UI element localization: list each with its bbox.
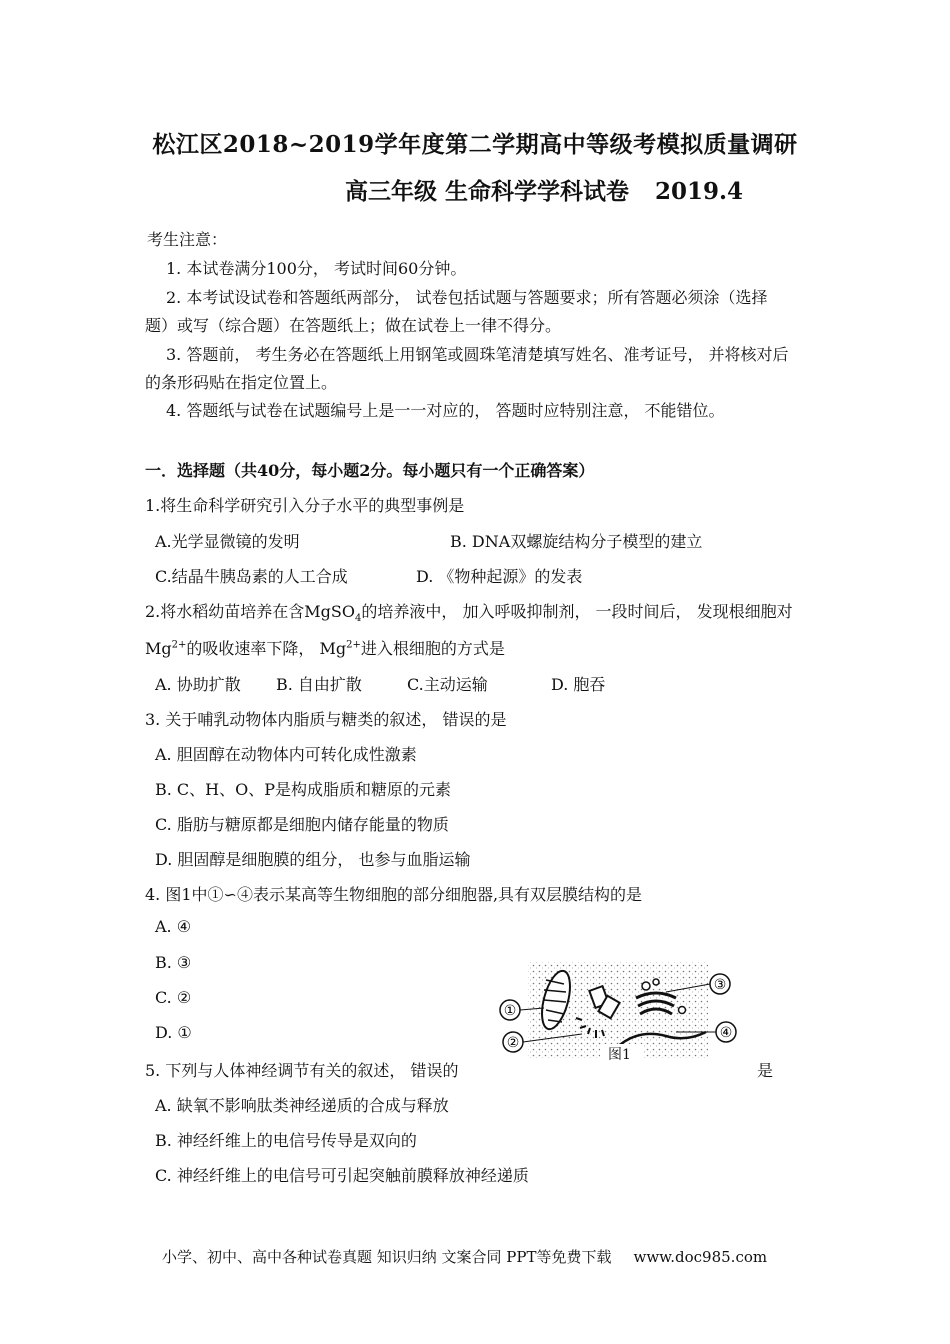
q1-option-a: A.光学显微镜的发明 (155, 532, 300, 551)
q2-option-d: D. 胞吞 (551, 675, 606, 694)
q5-option-b: B. 神经纤维上的电信号传导是双向的 (155, 1131, 417, 1150)
q3-option-d: D. 胆固醇是细胞膜的组分， 也参与血脂运输 (155, 850, 471, 869)
exam-date: 2019.4 (655, 178, 744, 205)
svg-text:④: ④ (719, 1025, 733, 1041)
footer-url[interactable]: www.doc985.com (633, 1248, 768, 1266)
q1-option-d: D. 《物种起源》的发表 (416, 567, 583, 586)
footer (162, 1246, 767, 1267)
q3-option-a: A. 胆固醇在动物体内可转化成性激素 (155, 745, 417, 764)
q5-stem: 5. 下列与人体神经调节有关的叙述， 错误的 (145, 1061, 459, 1080)
q1-option-b: B. DNA双螺旋结构分子模型的建立 (450, 532, 703, 551)
q4-option-c: C. ② (155, 988, 192, 1007)
q1-stem: 1.将生命科学研究引入分子水平的典型事例是 (145, 496, 465, 515)
figure-caption: 图1 (608, 1047, 631, 1062)
subject-title: 高三年级 生命科学学科试卷 (345, 178, 630, 205)
q4-option-b: B. ③ (155, 953, 192, 972)
q4-option-d: D. ① (155, 1023, 192, 1042)
svg-text:②: ② (506, 1035, 520, 1051)
q2-option-a: A. 协助扩散 (155, 675, 241, 694)
notice-item-2-cont: 题）或写（综合题）在答题纸上；做在试卷上一律不得分。 (145, 316, 562, 335)
q5-stem-end: 是 (757, 1061, 774, 1080)
notice-item-3: 3. 答题前， 考生务必在答题纸上用钢笔或圆珠笔清楚填写姓名、准考证号， 并将核对后 (166, 345, 789, 364)
q3-stem: 3. 关于哺乳动物体内脂质与糖类的叙述， 错误的是 (145, 710, 507, 729)
svg-text:③: ③ (713, 977, 727, 993)
notice-item-2: 2. 本考试设试卷和答题纸两部分， 试卷包括试题与答题要求；所有答题必须涂（选择 (166, 288, 768, 307)
q1-option-c: C.结晶牛胰岛素的人工合成 (155, 567, 348, 586)
notice-item-3-cont: 的条形码贴在指定位置上。 (145, 373, 338, 392)
q3-option-c: C. 脂肪与糖原都是细胞内储存能量的物质 (155, 815, 449, 834)
cell-organelles-diagram (496, 958, 740, 1062)
notice-item-4: 4. 答题纸与试卷在试题编号上是一一对应的， 答题时应特别注意， 不能错位。 (166, 401, 725, 420)
figure-1 (496, 958, 740, 1062)
notice-heading: 考生注意： (147, 230, 228, 249)
notice-item-1: 1. 本试卷满分100分， 考试时间60分钟。 (166, 259, 467, 278)
footer-text: 小学、初中、高中各种试卷真题 知识归纳 文案合同 PPT等免费下载 (162, 1248, 612, 1266)
q5-option-a: A. 缺氧不影响肽类神经递质的合成与释放 (155, 1096, 449, 1115)
q4-option-a: A. ④ (155, 917, 192, 936)
q2-option-b: B. 自由扩散 (276, 675, 362, 694)
q2-stem-cont: $Mg^{2+}$的吸收速率下降， $Mg^{2+}$进入根细胞的方式是 (145, 639, 505, 658)
q2-option-c: C.主动运输 (407, 675, 488, 694)
q3-option-b: B. C、H、O、P是构成脂质和糖原的元素 (155, 780, 452, 799)
section-heading: 一．选择题（共40分，每小题2分。每小题只有一个正确答案） (145, 461, 595, 480)
q2-stem: 2.将水稻幼苗培养在含MgSO$_4$的培养液中， 加入呼吸抑制剂， 一段时间后， 发现根细胞对 (145, 602, 793, 625)
exam-subtitle (345, 173, 743, 206)
svg-text:①: ① (503, 1003, 517, 1019)
q4-stem: 4. 图1中①∽④表示某高等生物细胞的部分细胞器,具有双层膜结构的是 (145, 885, 643, 904)
exam-title: 松江区2018~2019学年度第二学期高中等级考模拟质量调研 (152, 131, 798, 158)
q5-option-c: C. 神经纤维上的电信号可引起突触前膜释放神经递质 (155, 1166, 529, 1185)
